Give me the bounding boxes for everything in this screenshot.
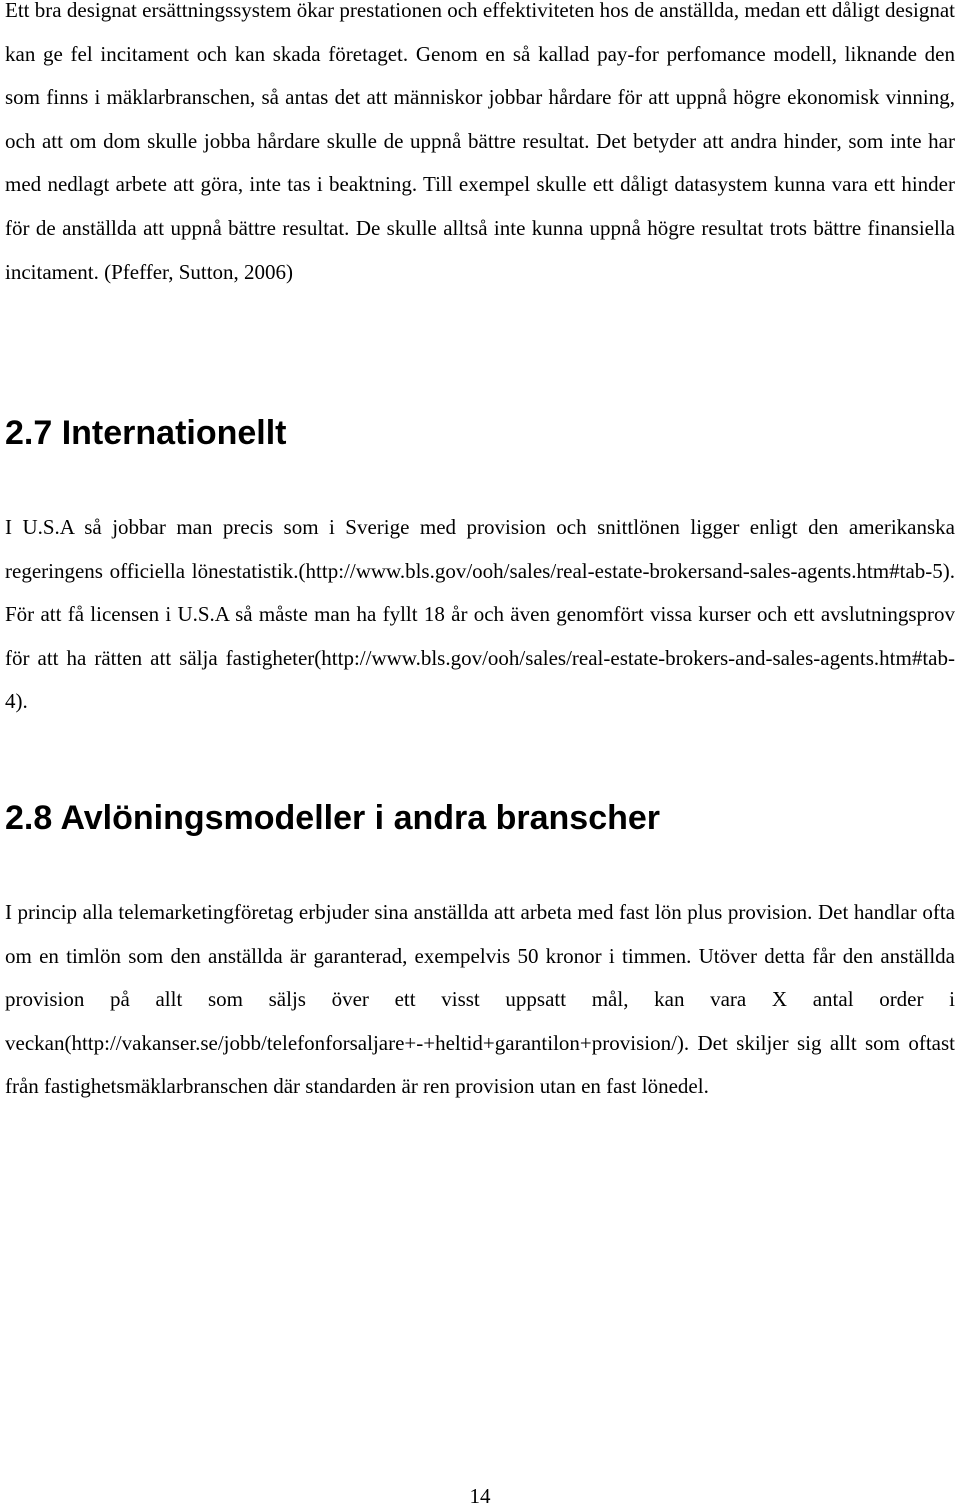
paragraph-incentives: Ett bra designat ersättningssystem ökar prestationen och effektiviteten hos de anställda, medan ett dåligt designat kan ge fel incitament och kan skada företaget. Genom en så kallad pay-for perfomance modell, liknande den som finns i mäklarbranschen, så antas det att människor jobbar hårdare för att uppnå högre ekonomisk vinning, och att om dom skulle jobba hårdare skulle de uppnå bättre resultat. Det betyder att andra hinder, som inte har med nedlagt arbete att göra, inte tas i beaktning. Till exempel skulle ett dåligt datasystem kunna vara ett hinder för de anställda att uppnå bättre resultat. De skulle alltså inte kunna uppnå högre resultat trots bättre finansiella incitament. (Pfeffer, Sutton, 2006) [5, 0, 955, 284]
heading-avloningsmodeller: 2.8 Avlöningsmodeller i andra branscher [5, 799, 661, 837]
paragraph-telemarketing: I princip alla telemarketingföretag erbjuder sina anställda att arbeta med fast lön plus provision. Det handlar ofta om en timlön som den anställda är garanterad, exempelvis 50 kronor i timmen. Utöver detta får den anställda provision på allt som säljs över ett visst uppsatt mål, kan vara X antal order i veckan(http://vakanser.se/jobb/telefonforsaljare+-+heltid+garantilon+provision/). Det skiljer sig allt som oftast från fastighetsmäklarbranschen där standarden är ren provision utan en fast lönedel. [5, 900, 955, 1099]
page-number: 14 [469, 1484, 491, 1508]
paragraph-usa: I U.S.A så jobbar man precis som i Sverige med provision och snittlönen ligger enligt den amerikanska regeringens officiella lönestatistik.(http://www.bls.gov/ooh/sales/real-estate-brokersand-sales-agents.htm#tab-5). För att få licensen i U.S.A så måste man ha fyllt 18 år och även genomfört vissa kurser och ett avslutningsprov för att ha rätten att sälja fastigheter(http://www.bls.gov/ooh/sales/real-estate-brokers-and-sales-agents.htm#tab-4). [5, 515, 955, 714]
heading-internationellt: 2.7 Internationellt [5, 414, 287, 452]
